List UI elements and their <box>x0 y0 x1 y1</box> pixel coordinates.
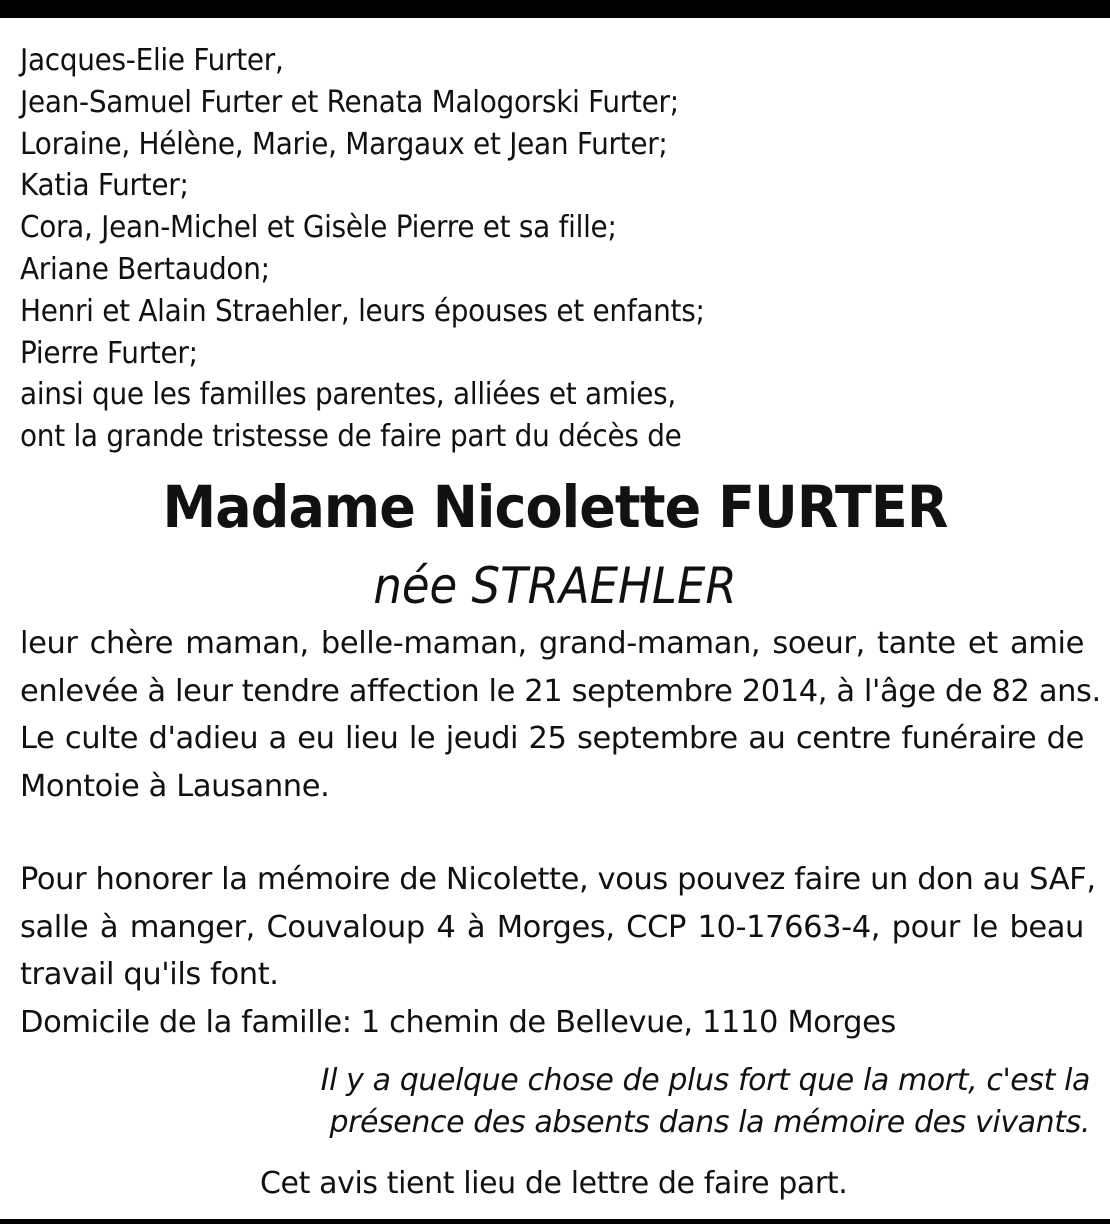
deceased-name: Madame Nicolette FURTER <box>162 473 948 541</box>
family-line: Jean-Samuel Furter et Renata Malogorski Furter; <box>20 84 679 120</box>
family-line: Loraine, Hélène, Marie, Margaux et Jean Furter; <box>20 126 668 162</box>
paragraph-line: enlevée à leur tendre affection le 21 septembre 2014, à l'âge de 82 ans. <box>20 673 1101 709</box>
family-line: Cora, Jean-Michel et Gisèle Pierre et sa fille; <box>20 210 617 246</box>
memorial-quote <box>240 1060 1090 1144</box>
family-list <box>20 40 1080 458</box>
family-line: ainsi que les familles parentes, alliées et amies, <box>20 377 676 413</box>
top-border-rule <box>0 0 1110 18</box>
quote-line: Il y a quelque chose de plus fort que la mort, c'est la <box>320 1063 1090 1098</box>
quote-line: présence des absents dans la mémoire des vivants. <box>329 1105 1090 1140</box>
family-line: Jacques-Elie Furter, <box>20 43 284 78</box>
family-line: ont la grande tristesse de faire part du décès de <box>20 419 682 455</box>
family-line: Katia Furter; <box>20 168 189 204</box>
bottom-border-rule <box>0 1219 1110 1224</box>
family-line: Henri et Alain Straehler, leurs épouses et enfants; <box>20 293 705 329</box>
paragraph-line: salle à manger, Couvaloup 4 à Morges, CCP 10-17663-4, pour le beau <box>20 909 1084 945</box>
family-address: Domicile de la famille: 1 chemin de Bellevue, 1110 Morges <box>20 1004 896 1040</box>
family-line: Ariane Bertaudon; <box>20 251 270 287</box>
paragraph-line: travail qu'ils font. <box>20 957 279 992</box>
paragraph-line: Le culte d'adieu a eu lieu le jeudi 25 septembre au centre funéraire de <box>20 721 1084 756</box>
paragraph-line: leur chère maman, belle-maman, grand-maman, soeur, tante et amie <box>20 626 1084 661</box>
paragraph-line: Montoie à Lausanne. <box>20 768 330 804</box>
donation-paragraph <box>20 856 1096 1046</box>
closing-notice: Cet avis tient lieu de lettre de faire part. <box>260 1166 848 1201</box>
family-line: Pierre Furter; <box>20 335 198 371</box>
announcement-paragraph <box>20 620 1101 810</box>
paragraph-line: Pour honorer la mémoire de Nicolette, vous pouvez faire un don au SAF, <box>20 862 1096 897</box>
deceased-maiden-name: née STRAEHLER <box>373 557 737 615</box>
